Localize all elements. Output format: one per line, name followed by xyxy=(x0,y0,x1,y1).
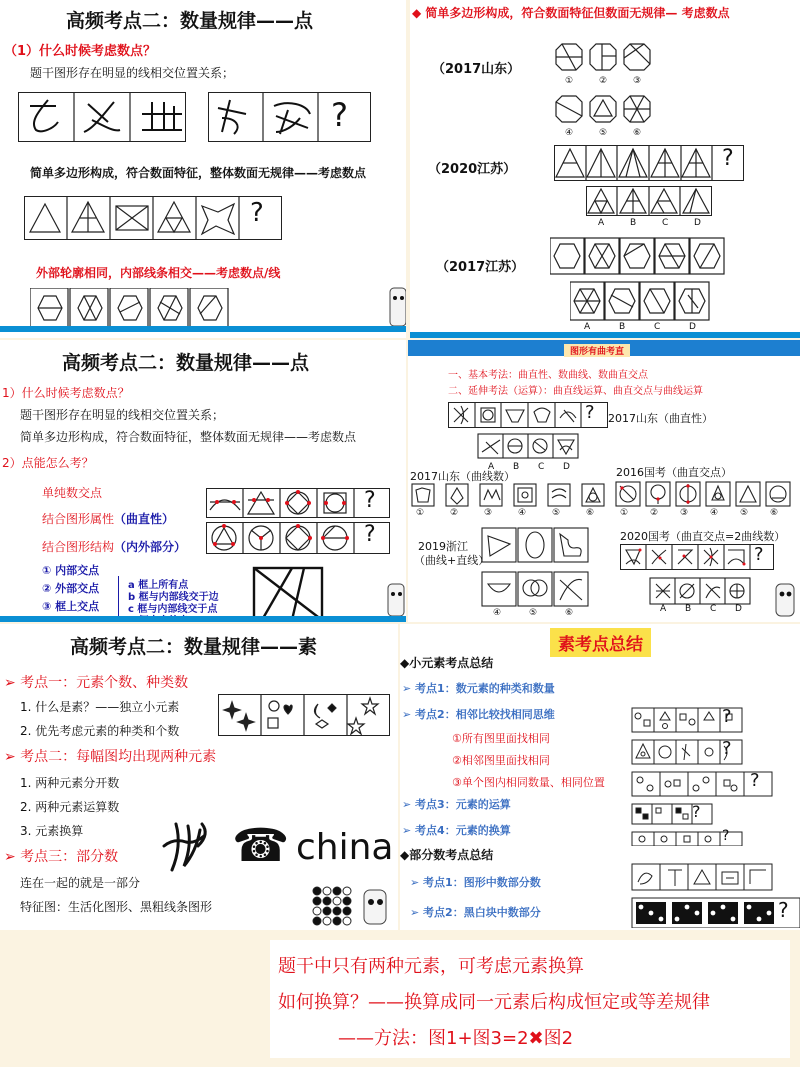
figure-glyphs xyxy=(24,196,282,240)
option-number: ⑤ xyxy=(552,508,561,518)
option-letter: A xyxy=(488,462,495,472)
panel-element-count xyxy=(0,624,398,930)
mascot-icon xyxy=(356,886,394,928)
note-line xyxy=(338,1024,573,1050)
option-letter: B xyxy=(685,604,692,614)
option-letter: B xyxy=(513,462,520,472)
summary-subitem: ③单个图内相同数量、相同位置 xyxy=(452,776,605,789)
option-number: ⑥ xyxy=(586,508,595,518)
figure-2020 xyxy=(620,544,774,606)
telephone-icon: ☎ xyxy=(232,818,290,872)
topic-item: 1. 两种元素分开数 xyxy=(20,776,120,790)
page-title: 高频考点二：数量规律——点 xyxy=(62,352,310,374)
frame-bracket xyxy=(118,576,123,620)
question-heading: （1）什么时候考虑数点？ xyxy=(4,44,157,59)
condition-text: 简单多边形构成，符合数面特征，整体数面无规律——考虑数点 xyxy=(20,430,357,444)
option-number: ① xyxy=(620,508,629,518)
question-mark: ? xyxy=(722,146,734,171)
option-number: ⑥ xyxy=(770,508,779,518)
summary-item: ➢ 考点2：相邻比较找相同思维 xyxy=(402,708,555,721)
multiply-icon: ✖ xyxy=(528,1028,544,1049)
page-title: 高频考点二：数量规律——点 xyxy=(66,10,314,32)
source-label: 2017山东（曲直性） xyxy=(608,412,713,425)
figure-glyphs xyxy=(18,92,378,142)
question-mark: ? xyxy=(331,96,348,134)
method-label: 结合图形结构（内外部分） xyxy=(42,540,187,554)
summary-item: ➢ 考点1：图形中数部分数 xyxy=(410,876,541,889)
question-mark: ? xyxy=(692,802,701,821)
china-text: china xyxy=(296,827,394,868)
dot-grid-icon xyxy=(312,886,354,928)
summary-item: ➢ 考点2：黑白块中数部分 xyxy=(410,906,541,919)
mascot-icon xyxy=(384,582,406,620)
mascot-icon xyxy=(384,284,406,330)
topic-item: 2. 两种元素运算数 xyxy=(20,800,120,814)
option-number: ③ xyxy=(680,508,689,518)
condition-text: 外部轮廓相同，内部线条相交——考虑数点/线 xyxy=(36,266,281,280)
figure-curve-row xyxy=(448,402,608,462)
option-letter: A xyxy=(598,218,605,228)
question-mark: ? xyxy=(722,828,730,844)
option-number: ⑤ xyxy=(599,128,608,138)
summary-item: ➢ 考点3：元素的运算 xyxy=(402,798,511,811)
panel-point-how xyxy=(0,340,406,622)
panel-element-summary xyxy=(400,624,800,930)
topic-item: 特征图：生活化图形、黑粗线条图形 xyxy=(20,900,213,914)
method-label: 单纯数交点 xyxy=(42,486,103,500)
source-label: 2017山东（曲线数） xyxy=(410,470,515,483)
summary-subitem: ②相邻图里面找相同 xyxy=(452,754,550,767)
option-number: ⑤ xyxy=(529,608,538,618)
figure-summary-rows xyxy=(630,706,796,846)
option-number: ④ xyxy=(518,508,527,518)
topic-item: 2. 优先考虑元素的种类和个数 xyxy=(20,724,180,738)
year-label: （2017江苏） xyxy=(436,260,525,275)
option-letter: D xyxy=(735,604,742,614)
figure-intersection xyxy=(614,480,798,510)
year-label: （2020江苏） xyxy=(428,162,517,177)
figure-part-count xyxy=(630,862,800,928)
option-letter: D xyxy=(563,462,570,472)
option-letter: D xyxy=(694,218,701,228)
option-letter: C xyxy=(710,604,717,614)
section-heading: ◆小元素考点总结 xyxy=(400,656,494,670)
figure-frame-cross xyxy=(252,566,324,622)
method-label: 结合图形属性（曲直性） xyxy=(42,512,175,526)
option-number: ② xyxy=(450,508,459,518)
source-label: 2020国考（曲直交点=2曲线数） xyxy=(620,530,786,543)
condition-text: 简单多边形构成，符合数面特征，整体数面无规律——考虑数点 xyxy=(30,166,367,180)
panel-polygon-examples xyxy=(410,0,800,338)
method-line: 一、基本考法：曲直性、数曲线、数曲直交点 xyxy=(448,370,648,381)
method-formula: ——方法：图1+图3=2 xyxy=(338,1028,529,1049)
topic-heading: ➢ 考点三：部分数 xyxy=(4,849,119,865)
option-number: ③ xyxy=(484,508,493,518)
brush-stroke-icon xyxy=(160,816,216,876)
frame-item: b 框与内部线交于边 xyxy=(128,592,219,603)
frame-item: c 框与内部线交于点 xyxy=(128,604,218,615)
figure-hexagon-options xyxy=(570,280,710,322)
option-letter: B xyxy=(619,322,626,332)
question-heading: 1）什么时候考虑数点？ xyxy=(2,386,130,400)
topic-heading: ➢ 考点一：元素个数、种类数 xyxy=(4,675,189,691)
summary-title: 素考点总结 xyxy=(550,628,651,657)
figure-zhejiang xyxy=(480,526,592,610)
question-heading: 2）点能怎么考？ xyxy=(2,456,94,470)
option-number: ① xyxy=(565,76,574,86)
figure-triangles xyxy=(554,145,744,181)
figure-point-glyphs xyxy=(206,488,390,554)
topic-item: 1. 什么是素？——独立小元素 xyxy=(20,700,180,714)
panel-heading: ◆ 简单多边形构成，符合数面特征但数面无规律— 考虑数点 xyxy=(412,6,730,20)
question-mark: ? xyxy=(722,706,732,727)
condition-text: 题干图形存在明显的线相交位置关系； xyxy=(30,66,235,80)
year-label: （2017山东） xyxy=(432,62,521,77)
panel-point-when xyxy=(0,0,406,338)
option-number: ③ xyxy=(633,76,642,86)
topic-item: 连在一起的就是一部分 xyxy=(20,876,141,890)
structure-item: ② 外部交点 xyxy=(42,582,100,595)
option-number: ④ xyxy=(710,508,719,518)
summary-item: ➢ 考点4：元素的换算 xyxy=(402,824,511,837)
figure-curve-count xyxy=(410,482,606,512)
option-number: ④ xyxy=(493,608,502,618)
option-number: ① xyxy=(416,508,425,518)
panel-conversion-note xyxy=(270,940,790,1058)
option-number: ② xyxy=(650,508,659,518)
figure-hexagon-row xyxy=(550,236,726,276)
figure-octagons xyxy=(554,38,654,142)
frame-item: a 框上所有点 xyxy=(128,580,189,591)
panel-divider xyxy=(0,616,406,622)
section-heading: ◆部分数考点总结 xyxy=(400,848,494,862)
source-label: 2019浙江 xyxy=(418,540,468,553)
panel-curve-straight xyxy=(408,340,800,622)
source-label: （曲线+直线） xyxy=(414,554,490,567)
panel-header: 图形有曲考直 xyxy=(564,344,630,357)
structure-item: ① 内部交点 xyxy=(42,564,100,577)
question-mark: ? xyxy=(754,544,764,565)
option-number: ⑤ xyxy=(740,508,749,518)
condition-text: 题干图形存在明显的线相交位置关系； xyxy=(20,408,225,422)
note-line: 如何换算？——换算成同一元素后构成恒定或等差规律 xyxy=(278,992,710,1013)
option-letter: B xyxy=(630,218,637,228)
figure-triangle-options xyxy=(586,186,712,216)
option-number: ⑥ xyxy=(565,608,574,618)
figure-elements xyxy=(218,694,390,736)
mascot-icon xyxy=(770,580,800,620)
structure-item: ③ 框上交点 xyxy=(42,600,100,613)
option-letter: A xyxy=(584,322,591,332)
question-mark: ? xyxy=(585,402,595,423)
panel-divider xyxy=(0,326,406,332)
option-letter: C xyxy=(538,462,545,472)
option-letter: C xyxy=(654,322,661,332)
summary-item: ➢ 考点1：数元素的种类和数量 xyxy=(402,682,555,695)
method-formula-end: 图2 xyxy=(543,1028,574,1049)
option-number: ④ xyxy=(565,128,574,138)
summary-subitem: ①所有图里面找相同 xyxy=(452,732,550,745)
page-title: 高频考点二：数量规律——素 xyxy=(70,636,318,658)
question-mark: ? xyxy=(250,198,264,228)
question-mark: ? xyxy=(750,770,760,791)
panel-divider xyxy=(410,332,800,338)
method-line: 二、延伸考法（运算）：曲直线运算、曲直交点与曲线运算 xyxy=(448,386,703,397)
question-mark: ? xyxy=(364,488,376,513)
option-number: ② xyxy=(599,76,608,86)
question-mark: ? xyxy=(364,522,376,547)
question-mark: ? xyxy=(778,898,789,922)
option-letter: C xyxy=(662,218,669,228)
option-letter: D xyxy=(689,322,696,332)
topic-heading: ➢ 考点二：每幅图均出现两种元素 xyxy=(4,749,217,765)
option-letter: A xyxy=(660,604,667,614)
topic-item: 3. 元素换算 xyxy=(20,824,84,838)
option-number: ⑥ xyxy=(633,128,642,138)
question-mark: ? xyxy=(722,738,732,759)
source-label: 2016国考（曲直交点） xyxy=(616,466,732,479)
note-line: 题干中只有两种元素，可考虑元素换算 xyxy=(278,956,584,977)
